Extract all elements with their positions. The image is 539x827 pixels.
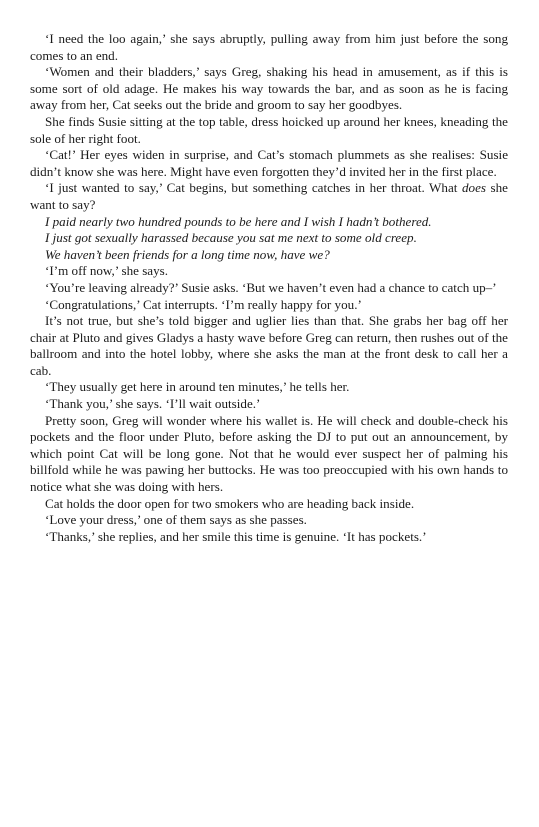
paragraph-5 <box>30 180 508 213</box>
paragraph-3: She finds Susie sitting at the top table, dress hoicked up around her knees, kneading the sole of her right foot. <box>30 113 508 146</box>
paragraph-4: ‘Cat!’ Her eyes widen in surprise, and Cat’s stomach plummets as she realises: Susie didn’t know she was here. Might have even forgotten they’d invited her in the first place. <box>30 147 508 179</box>
paragraph-12: It’s not true, but she’s told bigger and uglier lies than that. She grabs her bag off her chair at Pluto and gives Gladys a hasty wave before Greg can return, then rushes out of the ballroom and into the hotel lobby, where she asks the man at the front desk to call her a cab. <box>30 313 508 378</box>
paragraph-5-emphasis: does <box>461 180 486 196</box>
thought-line-3: We haven’t been friends for a long time now, have we? <box>45 246 330 262</box>
paragraph-2: ‘Women and their bladders,’ says Greg, shaking his head in amusement, as if this is some sort of old adage. He makes his way towards the bar, and as soon as he is facing away from her, Cat seeks out the bride and groom to say her goodbyes. <box>30 64 508 113</box>
thought-line-1: I paid nearly two hundred pounds to be here and I wish I hadn’t bothered. <box>45 213 432 229</box>
paragraph-9: ‘I’m off now,’ she says. <box>45 263 169 279</box>
paragraph-14: ‘Thank you,’ she says. ‘I’ll wait outside.’ <box>45 396 261 412</box>
paragraph-15: Pretty soon, Greg will wonder where his wallet is. He will check and double-check his pockets and the floor under Pluto, before asking the DJ to put out an announcement, by which point Cat will be long gone. Not that he would ever suspect her of palming his billfold while he was pawing her buttocks. He was too preoccupied with his own hands to notice what she was doing with hers. <box>30 412 508 495</box>
paragraph-18: ‘Thanks,’ she replies, and her smile this time is genuine. ‘It has pockets.’ <box>45 528 427 544</box>
paragraph-1: ‘I need the loo again,’ she says abruptly, pulling away from him just before the song comes to an end. <box>30 31 508 63</box>
paragraph-11: ‘Congratulations,’ Cat interrupts. ‘I’m really happy for you.’ <box>45 296 362 312</box>
paragraph-5-start: ‘I just wanted to say,’ Cat begins, but something catches in her throat. What <box>45 180 462 196</box>
book-page-text <box>30 31 508 545</box>
paragraph-13: ‘They usually get here in around ten minutes,’ he tells her. <box>45 379 350 395</box>
paragraph-5-end: she want to say? <box>30 180 508 212</box>
thought-line-2: I just got sexually harassed because you sat me next to some old creep. <box>45 230 417 246</box>
paragraph-16: Cat holds the door open for two smokers who are heading back inside. <box>45 495 415 511</box>
paragraph-10: ‘You’re leaving already?’ Susie asks. ‘But we haven’t even had a chance to catch up–’ <box>45 279 497 295</box>
paragraph-17: ‘Love your dress,’ one of them says as she passes. <box>45 512 307 528</box>
